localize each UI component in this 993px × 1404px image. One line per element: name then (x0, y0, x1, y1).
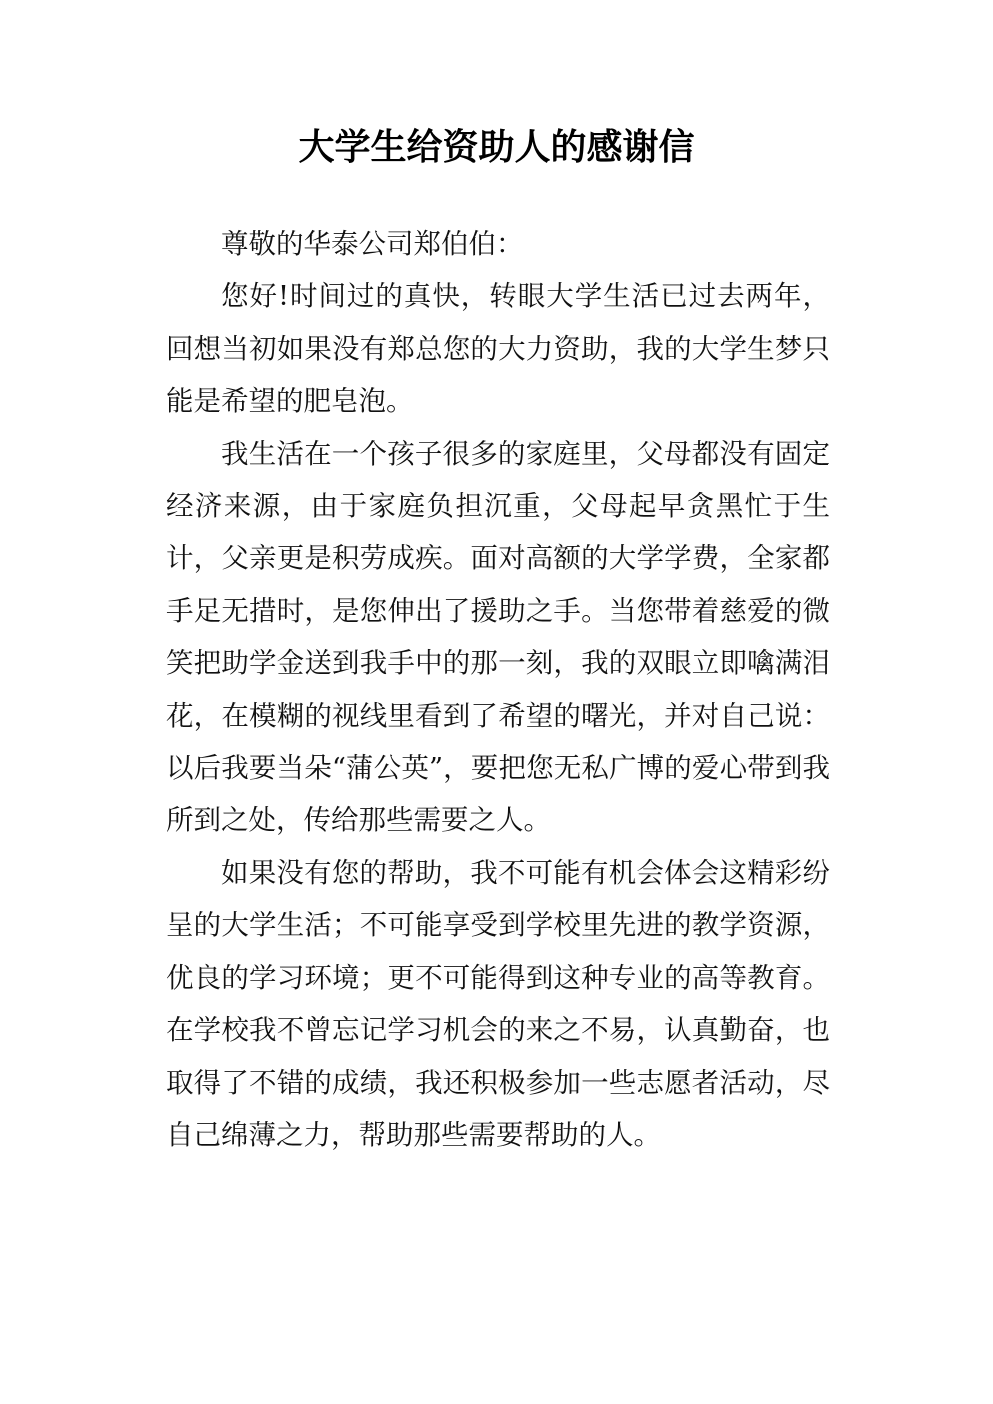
letter-paragraph-2: 我生活在一个孩子很多的家庭里，父母都没有固定经济来源，由于家庭负担沉重，父母起早贪黑忙于生计，父亲更是积劳成疾。面对高额的大学学费，全家都手足无措时，是您伸出了援助之手。当您带着慈爱的微笑把助学金送到我手中的那一刻，我的双眼立即噙满泪花，在模糊的视线里看到了希望的曙光，并对自己说：以后我要当朵“蒲公英”，要把您无私广博的爱心带到我所到之处，传给那些需要之人。 (166, 437, 830, 837)
letter-title: 大学生给资助人的感谢信 (298, 127, 695, 168)
letter-body (166, 218, 830, 1161)
letter-paragraph-3: 如果没有您的帮助，我不可能有机会体会这精彩纷呈的大学生活；不可能享受到学校里先进的教学资源，优良的学习环境；更不可能得到这种专业的高等教育。在学校我不曾忘记学习机会的来之不易，认真勤奋，也取得了不错的成绩，我还积极参加一些志愿者活动，尽自己绵薄之力，帮助那些需要帮助的人。 (166, 856, 830, 1151)
letter-paragraph-1: 您好!时间过的真快，转眼大学生活已过去两年，回想当初如果没有郑总您的大力资助，我的大学生梦只能是希望的肥皂泡。 (166, 280, 830, 418)
letter-salutation: 尊敬的华泰公司郑伯伯： (221, 228, 524, 260)
